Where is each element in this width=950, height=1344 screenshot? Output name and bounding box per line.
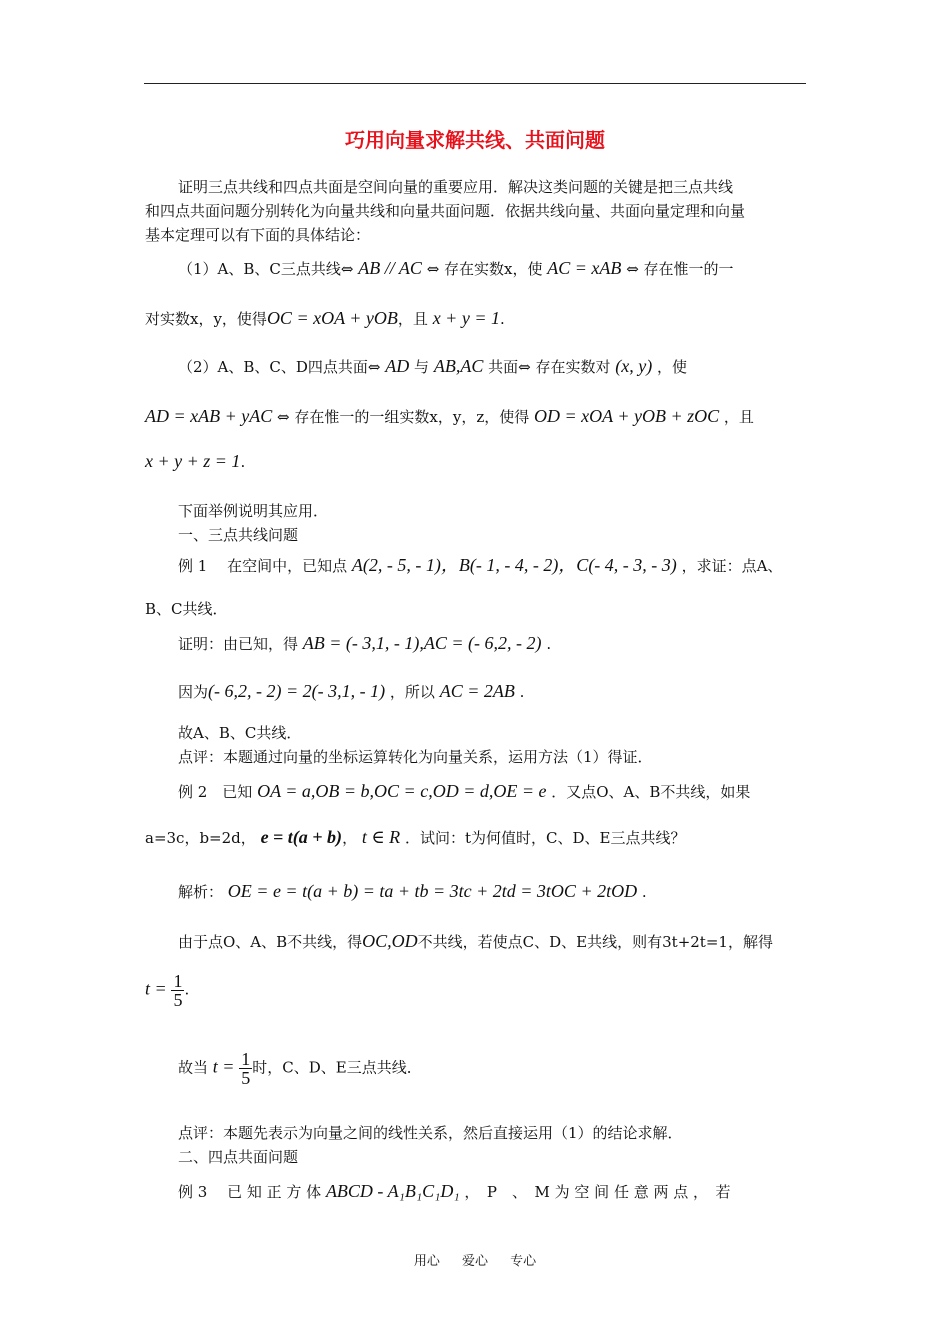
math-expr: AD = xAB + yAC (145, 406, 273, 426)
math-expr: t = (212, 1056, 235, 1077)
example-1-line-1: 例 1 在空间中，已知点 A(2, - 5, - 1)，B(- 1, - 4, - 2)，C(- 4, - 3, - 3) ，求证：点A、 (178, 555, 783, 575)
math-expr: OC,OD (362, 931, 418, 951)
fraction: $\frac{1}{5}$ (173, 971, 183, 1010)
conclusion-2-line-1: （2）A、B、C、D四点共面⇔ AD 与 AB,AC 共面⇔ 存在实数对 (x, y) ，使 (178, 356, 688, 376)
intro-line-2: 和四点共面问题分别转化为向量共线和向量共面问题．依据共线向量、共面向量定理和向量 (145, 202, 746, 220)
math-expr: AC = 2AB (439, 681, 515, 701)
math-expr: OE = e = t(a + b) = ta + tb = 3tc + 2td = 3tOC + 2tOD (227, 881, 638, 901)
math-expr: OC = xOA + yOB (266, 308, 398, 328)
example-2-line-1: 例 2 已知 OA = a,OB = b,OC = c,OD = d,OE = e ．又点O、A、B不共线，如果 (178, 781, 751, 801)
conclusion-1-line-2: 对实数x，y，使得OC = xOA + yOB，且 x + y = 1. (145, 308, 505, 328)
example-2-analysis: 解析： OE = e = t(a + b) = ta + tb = 3tc + 2td = 3tOC + 2tOD . (178, 881, 647, 901)
intro-line-1: 证明三点共线和四点共面是空间向量的重要应用．解决这类问题的关键是把三点共线 (178, 178, 734, 196)
math-expr: AC = xAB (547, 258, 622, 278)
comment-1: 点评：本题通过向量的坐标运算转化为向量关系，运用方法（1）得证． (178, 748, 653, 766)
section-intro: 下面举例说明其应用． (178, 502, 329, 520)
proof-1-line-1: 证明：由已知，得 AB = (- 3,1, - 1),AC = (- 6,2, - 2) . (178, 633, 552, 653)
math-expr: (- 6,2, - 2) = 2(- 3,1, - 1) (208, 681, 386, 701)
intro-line-3: 基本定理可以有下面的具体结论： (145, 226, 371, 244)
section-1-heading: 一、三点共线问题 (178, 526, 299, 544)
math-expr: OD = xOA + yOB + zOC (534, 406, 720, 426)
math-expr: AB // AC (358, 258, 422, 278)
example-2-line-2: a=3c，b=2d， e = t(a + b)， t ∈ R ．试问：t为何值时，C、D、E三点共线？ (145, 827, 686, 847)
proof-1-conclusion: 故A、B、C共线． (178, 724, 302, 742)
math-expr: (x, y) (615, 356, 653, 376)
math-expr: t ∈ R (361, 827, 401, 847)
proof-1-line-2: 因为(- 6,2, - 2) = 2(- 3,1, - 1) ，所以 AC = 2AB . (178, 681, 525, 701)
header-rule (144, 83, 806, 84)
math-expr: e = t(a + b) (260, 827, 343, 847)
example-2-reason: 由于点O、A、B不共线，得OC,OD不共线，若使点C、D、E共线，则有3t+2t=1，解得 (178, 931, 773, 951)
math-expr: AD (385, 356, 410, 376)
page-title: 巧用向量求解共线、共面问题 (345, 128, 605, 152)
math-expr: x + y = 1 (432, 308, 500, 328)
math-expr: AB = (- 3,1, - 1),AC = (- 6,2, - 2) (302, 633, 542, 653)
example-3-line-1: 例 3 已 知 正 方 体 ABCD - A₁B₁C₁D₁ ， P 、 M 为 空 间 任 意 两 点 ， 若 (178, 1181, 731, 1201)
example-2-answer: 故当 t = $\frac{1}{5}$ 时，C、D、E三点共线． (178, 1049, 422, 1088)
math-expr: AB,AC (433, 356, 484, 376)
page-footer: 用心 爱心 专心 (413, 1254, 537, 1269)
math-expr: ABCD - A₁B₁C₁D₁ (325, 1181, 460, 1201)
math-expr: t = (145, 978, 167, 999)
math-expr: OA = a,OB = b,OC = c,OD = d,OE = e (257, 781, 547, 801)
math-expr: x + y + z = 1 (145, 451, 241, 471)
example-1-line-2: B、C共线． (145, 600, 228, 618)
fraction: $\frac{1}{5}$ (241, 1049, 251, 1088)
comment-2: 点评：本题先表示为向量之间的线性关系，然后直接运用（1）的结论求解． (178, 1124, 683, 1142)
conclusion-1-line-1: （1）A、B、C三点共线⇔ AB // AC ⇔ 存在实数x，使 AC = xAB ⇔ 存在惟一的一 (178, 258, 734, 278)
math-expr: A(2, - 5, - 1)，B(- 1, - 4, - 2)，C(- 4, - 3, - 3) (351, 555, 677, 575)
conclusion-2-line-3: x + y + z = 1. (145, 451, 246, 471)
section-2-heading: 二、四点共面问题 (178, 1148, 299, 1166)
example-2-solution: t = $\frac{1}{5}$ . (145, 971, 190, 1010)
conclusion-2-line-2: AD = xAB + yAC ⇔ 存在惟一的一组实数x，y，z，使得 OD = xOA + yOB + zOC ，且 (145, 406, 754, 426)
